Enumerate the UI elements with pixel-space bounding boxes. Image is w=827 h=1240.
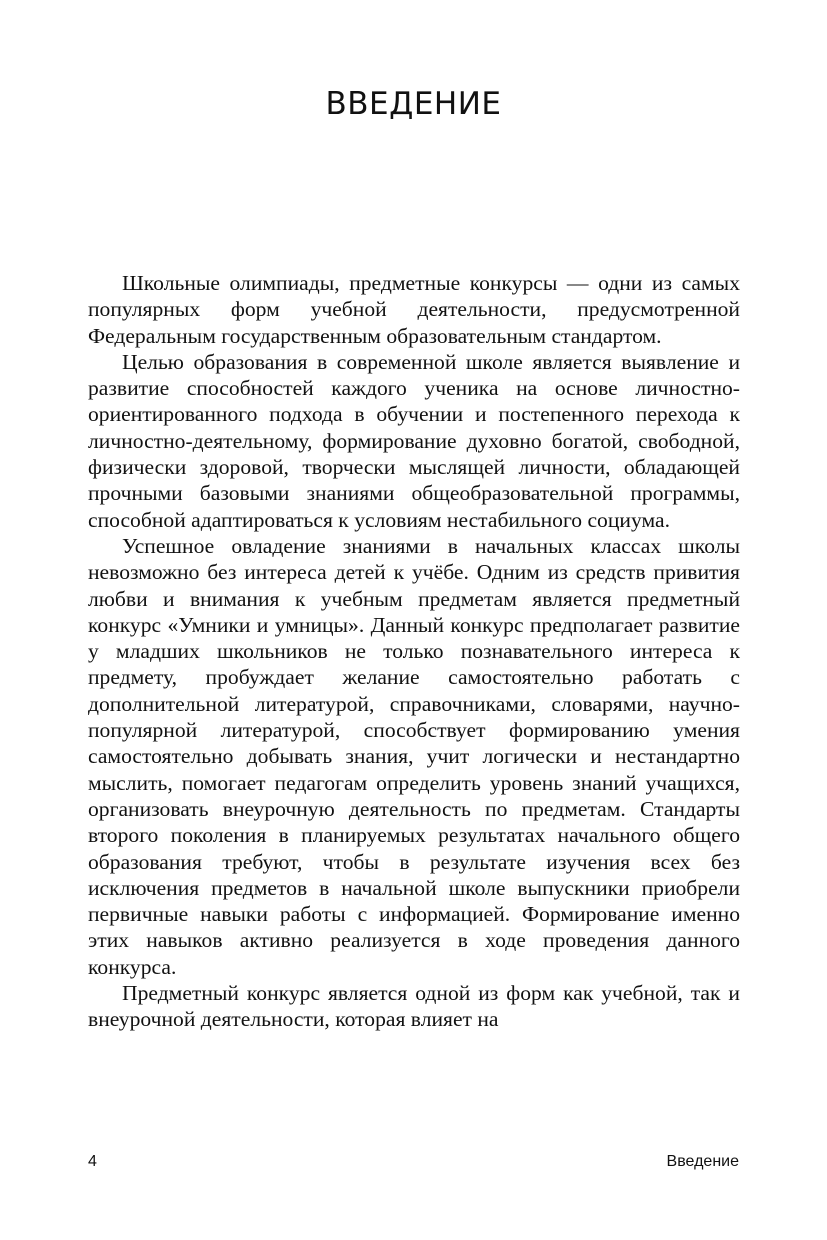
page-title: ВВЕДЕНИЕ bbox=[325, 86, 502, 122]
paragraph-4: Предметный конкурс является одной из форм как учебной, так и внеурочной деятельности, которая влияет на bbox=[88, 981, 740, 1032]
body-text bbox=[88, 270, 740, 1033]
page-number: 4 bbox=[88, 1153, 97, 1170]
paragraph-1: Школьные олимпиады, предметные конкурсы — одни из самых популярных форм учебной деятельности, предусмотренной Федеральным государственным образовательным стандартом. bbox=[88, 271, 740, 348]
paragraph-2: Целью образования в современной школе является выявление и развитие способностей каждого ученика на основе личностно-ориентированного подхода в обучении и постепенного перехода к личностно-деятельному, формирование духовно богатой, свободной, физически здоровой, творчески мыслящей личности, обладающей прочными базовыми знаниями общеобразовательной программы, способной адаптироваться к условиям нестабильного социума. bbox=[88, 349, 740, 532]
running-title: Введение bbox=[666, 1153, 739, 1170]
paragraph-3: Успешное овладение знаниями в начальных классах школы невозможно без интереса детей к учёбе. Одним из средств привития любви и внимания к учебным предметам является предметный конкурс «Умники и умницы». Данный конкурс предполагает развитие у младших школьников не только познавательного интереса к предмету, пробуждает желание самостоятельно работать с дополнительной литературой, справочниками, словарями, научно-популярной литературой, способствует формированию умения самостоятельно добывать знания, учит логически и нестандартно мыслить, помогает педагогам определить уровень знаний учащихся, организовать внеурочную деятельность по предметам. Стандарты второго поколения в планируемых результатах начального общего образования требуют, чтобы в результате изучения всех без исключения предметов в начальной школе выпускники приобрели первичные навыки работы с информацией. Формирование именно этих навыков активно реализуется в ходе проведения данного конкурса. bbox=[88, 533, 740, 979]
